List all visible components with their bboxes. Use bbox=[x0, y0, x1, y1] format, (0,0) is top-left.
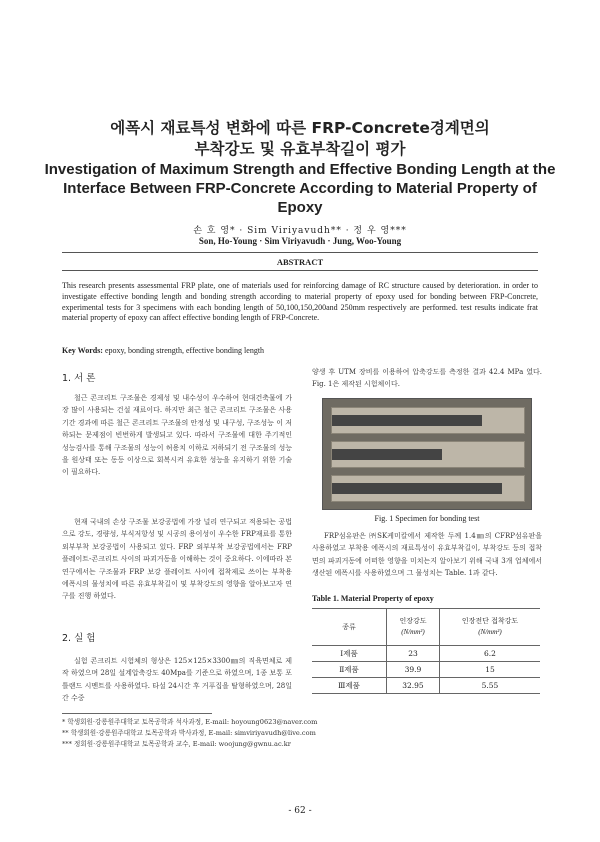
specimen-photo bbox=[322, 398, 532, 510]
table-header-cell: 종류 bbox=[312, 609, 387, 646]
footnote: ** 학생회원·강릉원주대학교 토목공학과 박사과정, E-mail: simviriyavudh@live.com bbox=[62, 729, 316, 737]
table-cell: Ⅲ제품 bbox=[312, 678, 387, 694]
title-english-line: Interface Between FRP-Concrete According to Material Property of bbox=[63, 180, 537, 197]
table-header-unit: (N/mm²) bbox=[478, 628, 502, 636]
section2-paragraph-right-bottom: FRP섬유판은 ㈜SK케미칼에서 제작한 두께 1.4㎜의 CFRP섬유판을 사용하였고 부착용 에폭시의 재료특성이 유효부착길이, 부착강도 등의 접착면의 파괴거동에 어떠한 영향을 미치는지 알아보기 위해 국내 3개 업체에서 생산된 에폭시를 사용하였으며 그 물성치는 Table. 1과 같다. bbox=[312, 532, 542, 578]
title-english-line: Epoxy bbox=[277, 199, 323, 216]
table-header-label: 인장전단 접착강도 bbox=[461, 617, 519, 625]
table-cell: 6.2 bbox=[439, 646, 540, 662]
footnote: * 학생회원·강릉원주대학교 토목공학과 석사과정, E-mail: hoyoung0623@naver.com bbox=[62, 718, 318, 726]
footnote: *** 정회원·강릉원주대학교 토목공학과 교수, E-mail: woojung@gwnu.ac.kr bbox=[62, 740, 291, 748]
abstract-heading: ABSTRACT bbox=[276, 257, 324, 267]
table-header-label: 인장강도 bbox=[399, 617, 427, 625]
frp-plate bbox=[332, 449, 442, 460]
title-korean-line: 부착강도 및 유효부착길이 평가 bbox=[194, 140, 406, 158]
specimen-block bbox=[331, 475, 525, 502]
keywords-label: Key Words: bbox=[62, 346, 103, 355]
section2-paragraph-right-top: 양생 후 UTM 장비를 이용하여 압축강도를 측정한 결과 42.4 MPa 였다. Fig. 1은 제작된 시험체이다. bbox=[312, 368, 542, 389]
table-cell: 5.55 bbox=[439, 678, 540, 694]
section1-paragraph-2: 현재 국내의 손상 구조물 보강공법에 가장 널리 연구되고 적용되는 공법으로 강도, 경량성, 부식저항성 및 시공의 용이성이 우수한 FRP재료를 통한 외부부착 보강공법이 사용되고 있다. FRP 외부부착 보강공법에서는 FRP플레이트-콘크리트 사이의 파괴거동을 이해하는 것이 중요하다. 이에따라 본 연구에서는 구조물과 FRP 보강 플레이트 사이에 접착제로 쓰이는 부착용 에폭시의 물성치에 따른 유효부착길이 및 부착강도의 영향을 알아보고자 연구를 진행 하였다. bbox=[62, 518, 292, 601]
title-english-line: Investigation of Maximum Strength and Effective Bonding Length at the bbox=[44, 161, 556, 178]
frp-plate bbox=[332, 483, 502, 494]
table-caption: Table 1. Material Property of epoxy bbox=[312, 594, 434, 603]
authors-korean: 손 호 영* · Sim Viriyavudh** · 정 우 영*** bbox=[193, 226, 407, 236]
abstract-top-rule bbox=[62, 252, 538, 253]
table-cell: 23 bbox=[387, 646, 440, 662]
frp-plate bbox=[332, 415, 482, 426]
authors-english: Son, Ho-Young · Sim Viriyavudh · Jung, Woo-Young bbox=[198, 236, 402, 246]
title-korean bbox=[40, 118, 560, 160]
table-row bbox=[312, 662, 540, 678]
table-header-cell bbox=[439, 609, 540, 646]
specimen-block bbox=[331, 441, 525, 468]
abstract-mid-rule bbox=[62, 270, 538, 271]
section1-paragraph-1: 철근 콘크리트 구조물은 경제성 및 내수성이 우수하여 현대건축물에 가장 많이 사용되는 건설 재료이다. 하지만 최근 철근 콘크리트 구조물은 사용기간 경과에 따른 철근 콘크리트 구조물의 안정성 및 내구성, 구조성능 이 저하되는 문제점이 빈번하게 발생되고 있다. 따라서 구조물에 대한 주기적인 성능검사를 통해 구조물의 성능이 허용치 이하로 저하되기 전 구조물의 성능을 원상태 또는 동등 이상으로 회복시켜 유효한 성능을 유지하기 위한 기술이 필요하다. bbox=[62, 394, 292, 477]
page-number: - 62 - bbox=[288, 806, 312, 816]
section2-paragraph-left: 실험 콘크리트 시험체의 형상은 125×125×3300㎜의 직육면체로 제작 하였으며 28일 설계압축강도 40Mpa를 기준으로 하였으며, 1종 보통 포틀랜드 시멘트를 사용하였다. 타설 24시간 후 거푸집을 탈형하였으며, 28일간 수중 bbox=[62, 657, 292, 703]
table-cell: 15 bbox=[439, 662, 540, 678]
keywords-text: epoxy, bonding strength, effective bonding length bbox=[104, 346, 265, 355]
abstract-text: This research presents assessmental FRP plate, one of materials used for reinforcing damage of RC structure caused by deterioration. in order to investigate effective bonding length and bonding strength according to material property of epoxy used for bonding between FRP-Concrete, experimental tests for 3 specimens with each bonding length of 50,100,150,200and 250mm respectively are performed. test results indicate frat material property of epoxy can affect effective bonding length of FRP-Concrete. bbox=[62, 281, 538, 323]
title-korean-line: 에폭시 재료특성 변화에 따른 FRP-Concrete경계면의 bbox=[110, 119, 490, 137]
table-cell: Ⅱ제품 bbox=[312, 662, 387, 678]
keywords bbox=[62, 346, 538, 355]
table-cell: Ⅰ제품 bbox=[312, 646, 387, 662]
table-header-cell bbox=[387, 609, 440, 646]
table-row bbox=[312, 678, 540, 694]
table-cell: 32.95 bbox=[387, 678, 440, 694]
footnote-rule bbox=[62, 713, 212, 714]
table-header-unit: (N/mm²) bbox=[401, 628, 425, 636]
section1-heading: 1. 서 론 bbox=[62, 373, 96, 384]
table-row bbox=[312, 646, 540, 662]
section2-heading: 2. 실 험 bbox=[62, 633, 96, 644]
specimen-block bbox=[331, 407, 525, 434]
table-cell: 39.9 bbox=[387, 662, 440, 678]
title-english bbox=[40, 160, 560, 217]
table-header-row bbox=[312, 609, 540, 646]
material-property-table bbox=[312, 608, 540, 694]
figure-caption: Fig. 1 Specimen for bonding test bbox=[374, 514, 480, 523]
